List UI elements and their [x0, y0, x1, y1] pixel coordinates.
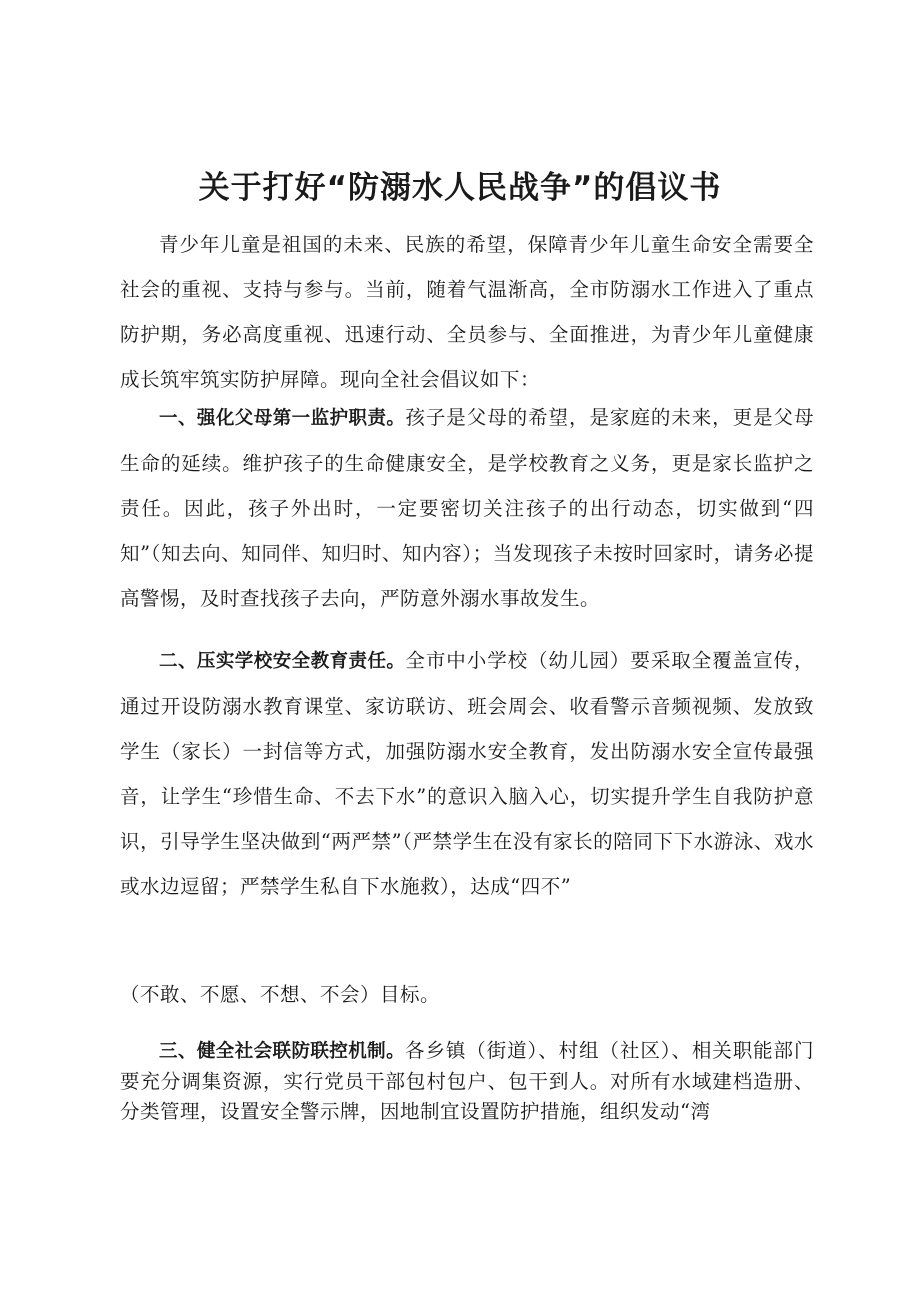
section-1-paragraph — [120, 395, 814, 621]
section-3-paragraph — [120, 1036, 814, 1127]
section-3-body: 各乡镇（街道）、村组（社区）、相关职能部门要充分调集资源，实行党员干部包村包户、包干到人。对所有水域建档造册、分类管理，设置安全警示牌，因地制宜设置防护措施，组织发动“湾 — [120, 1039, 814, 1123]
section-2-body: 全市中小学校（幼儿园）要采取全覆盖宣传，通过开设防溺水教育课堂、家访联访、班会周会、收看警示音频视频、发放致学生（家长）一封信等方式，加强防溺水安全教育，发出防溺水安全宣传最强音，让学生“珍惜生命、不去下水”的意识入脑入心，切实提升学生自我防护意识，引导学生坚决做到“两严禁”（严禁学生在没有家长的陪同下下水游泳、戏水或水边逗留；严禁学生私自下水施救），达成“四不” — [120, 649, 814, 898]
section-2-heading: 二、压实学校安全教育责任。 — [159, 651, 406, 672]
section-3-heading: 三、健全社会联防联控机制。 — [159, 1041, 406, 1062]
section-1-body: 孩子是父母的希望，是家庭的未来，更是父母生命的延续。维护孩子的生命健康安全，是学校教育之义务，更是家长监护之责任。因此，孩子外出时，一定要密切关注孩子的出行动态，切实做到“四知”（知去向、知同伴、知归时、知内容）；当发现孩子未按时回家时，请务必提高警惕，及时查找孩子去向，严防意外溺水事故发生。 — [120, 406, 814, 610]
document-title: 关于打好“防溺水人民战争”的倡议书 — [198, 170, 722, 206]
section-1-heading: 一、强化父母第一监护职责。 — [159, 408, 406, 429]
intro-paragraph: 青少年儿童是祖国的未来、民族的希望，保障青少年儿童生命安全需要全社会的重视、支持与参与。当前，随着气温渐高，全市防溺水工作进入了重点防护期，务必高度重视、迅速行动、全员参与、全面推进，为青少年儿童健康成长筑牢筑实防护屏障。现向全社会倡议如下： — [120, 233, 814, 391]
section-2-paragraph — [120, 638, 814, 909]
section-2-tail: （不敢、不愿、不想、不会）目标。 — [120, 983, 441, 1006]
